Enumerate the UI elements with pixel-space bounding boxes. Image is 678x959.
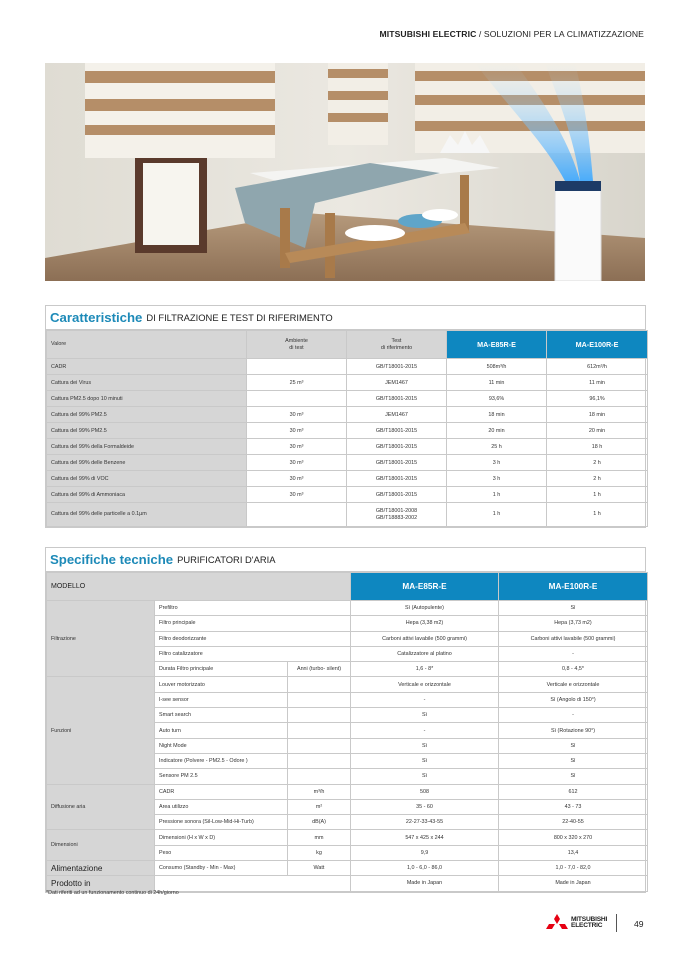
row-feature: Consumo (Standby - Min - Max) [155, 861, 288, 876]
cell-ambiente: 25 m³ [247, 375, 347, 391]
cell-model-1: - [351, 723, 499, 738]
cell-model-1: 547 x 425 x 244 [351, 830, 499, 845]
row-label: Cattura del 99% della Formaldeide [47, 439, 247, 455]
group-filtrazione: Filtrazione [47, 601, 155, 677]
group-dimensioni: Dimensioni [47, 830, 155, 861]
mitsubishi-logo [546, 914, 607, 932]
row-label: Cattura del 99% delle particelle a 0.1µm [47, 503, 247, 527]
row-feature: Filtro deodorizzante [155, 631, 351, 646]
specs-table [45, 547, 646, 893]
table-header-row [47, 331, 648, 359]
row-feature: Sensore PM 2.5 [155, 769, 288, 784]
cell-model-1: 3 h [447, 455, 547, 471]
cell-model-1: 25 h [447, 439, 547, 455]
cell-model-1: Made in Japan [351, 876, 499, 891]
cell-test: GB/T18001-2015 [347, 487, 447, 503]
cell-test: GB/T18001-2015 [347, 359, 447, 375]
row-feature: Filtro catalizzatore [155, 646, 351, 661]
row-unit: Anni (turbo- silent) [288, 662, 351, 677]
row-feature: Louver motorizzato [155, 677, 288, 692]
cell-model-2: 18 h [547, 439, 648, 455]
row-feature: Pressione sonora (Sil-Low-Mid-Hi-Turb) [155, 815, 288, 830]
specs-title-main: Specifiche tecniche [50, 552, 174, 567]
table-row [47, 503, 648, 527]
table-row [47, 876, 648, 891]
page-header [379, 29, 644, 39]
row-unit [288, 738, 351, 753]
cell-model-1: 1,0 - 6,0 - 86,0 [351, 861, 499, 876]
row-feature: Peso [155, 845, 288, 860]
header-separator: / [476, 29, 484, 39]
col-header-valore: Valore [47, 331, 247, 359]
cell-model-1: Sì [351, 753, 499, 768]
filtration-table-title [46, 306, 645, 330]
row-unit [288, 677, 351, 692]
cell-test: GB/T18001-2015 [347, 471, 447, 487]
logo-text: MITSUBISHI ELECTRIC [571, 915, 608, 929]
cell-model-2: 18 min [547, 407, 648, 423]
cell-model-1: Sì [351, 738, 499, 753]
table-row [47, 407, 648, 423]
row-unit [288, 692, 351, 707]
row-feature: CADR [155, 784, 288, 799]
cell-model-2: 43 - 73 [499, 799, 648, 814]
cell-model-2: 2 h [547, 471, 648, 487]
row-label: CADR [47, 359, 247, 375]
table-row [47, 423, 648, 439]
page-number: 49 [634, 919, 644, 929]
col-header-ambiente: Ambiente di test [247, 331, 347, 359]
table-header-row [47, 573, 648, 601]
cell-model-1: 1 h [447, 503, 547, 527]
header-brand: MITSUBISHI ELECTRIC [379, 29, 477, 39]
row-feature: Smart search [155, 708, 288, 723]
row-feature [155, 876, 351, 891]
row-label: Cattura del 99% PM2.5 [47, 423, 247, 439]
cell-model-2: - [499, 646, 648, 661]
row-label: Cattura del 99% PM2.5 [47, 407, 247, 423]
filtration-table [45, 305, 646, 528]
cell-model-2: 96,1% [547, 391, 648, 407]
cell-model-2: 800 x 320 x 270 [499, 830, 648, 845]
cell-model-2: 612 [499, 784, 648, 799]
cell-model-2: Sì [499, 769, 648, 784]
table-row [47, 471, 648, 487]
group-alimentazione: Alimentazione [47, 861, 155, 876]
table-row [47, 784, 648, 799]
cell-test: JEM1467 [347, 407, 447, 423]
cell-model-2: 0,8 - 4,5* [499, 662, 648, 677]
row-feature: Indicatore (Polvere - PM2.5 - Odore ) [155, 753, 288, 768]
row-unit: m³/h [288, 784, 351, 799]
row-unit: kg [288, 845, 351, 860]
table-row [47, 861, 648, 876]
row-label: Cattura dei Virus [47, 375, 247, 391]
row-unit: Watt [288, 861, 351, 876]
specs-table-title [46, 548, 645, 572]
cell-model-2: Sì [499, 738, 648, 753]
cell-test: GB/T18001-2015 [347, 391, 447, 407]
cell-model-1: 3 h [447, 471, 547, 487]
cell-test: GB/T18001-2015 [347, 455, 447, 471]
row-feature: Durata Filtro principale [155, 662, 288, 677]
row-unit: m² [288, 799, 351, 814]
hero-photo [45, 63, 645, 281]
cell-test: GB/T18001-2015 [347, 423, 447, 439]
table-row [47, 601, 648, 616]
table-row [47, 455, 648, 471]
row-unit [288, 708, 351, 723]
row-feature: Area utilizzo [155, 799, 288, 814]
row-feature: Filtro principale [155, 616, 351, 631]
cell-model-2: - [499, 708, 648, 723]
cell-model-1: 1,6 - 8* [351, 662, 499, 677]
cell-model-2: 1,0 - 7,0 - 82,0 [499, 861, 648, 876]
cell-model-1: 1 h [447, 487, 547, 503]
cell-model-2: Verticale e orizzontale [499, 677, 648, 692]
cell-ambiente: 30 m³ [247, 439, 347, 455]
row-unit [288, 753, 351, 768]
cell-model-2: Hepa (3,73 m2) [499, 616, 648, 631]
cell-ambiente: 30 m³ [247, 407, 347, 423]
three-diamonds-icon [546, 914, 568, 932]
cell-model-2: Sì (Rotazione 90°) [499, 723, 648, 738]
cell-model-1: Carboni attivi lavabile (500 grammi) [351, 631, 499, 646]
cell-ambiente [247, 391, 347, 407]
row-unit [288, 723, 351, 738]
col-header-model-1: MA-E85R-E [351, 573, 499, 601]
cell-model-2: 13,4 [499, 845, 648, 860]
cell-model-2: Sì [499, 753, 648, 768]
cell-model-2: Made in Japan [499, 876, 648, 891]
cell-model-1: 93,6% [447, 391, 547, 407]
cell-model-2: 1 h [547, 487, 648, 503]
group-funzioni: Funzioni [47, 677, 155, 784]
cell-ambiente: 30 m³ [247, 487, 347, 503]
col-header-model-2: MA-E100R-E [547, 331, 648, 359]
specs-title-sub: PURIFICATORI D'ARIA [177, 554, 276, 565]
table-row [47, 439, 648, 455]
row-feature: I-see sensor [155, 692, 288, 707]
cell-model-1: 35 - 60 [351, 799, 499, 814]
row-label: Cattura del 99% delle Benzene [47, 455, 247, 471]
cell-model-1: - [351, 692, 499, 707]
row-unit: dB(A) [288, 815, 351, 830]
cell-model-1: 11 min [447, 375, 547, 391]
cell-model-2: 11 min [547, 375, 648, 391]
cell-model-2: 20 min [547, 423, 648, 439]
cell-test: JEM1467 [347, 375, 447, 391]
table-row [47, 830, 648, 845]
cell-model-2: 1 h [547, 503, 648, 527]
cell-model-1: 20 min [447, 423, 547, 439]
table-row [47, 375, 648, 391]
cell-test: GB/T18001-2008 GB/T18883-2002 [347, 503, 447, 527]
cell-model-1: 9,9 [351, 845, 499, 860]
row-label: Cattura del 99% di Ammoniaca [47, 487, 247, 503]
group-diffusione-aria: Diffusione aria [47, 784, 155, 830]
group-prodotto-in: Prodotto in [47, 876, 155, 891]
cell-model-1: 22-27-33-43-55 [351, 815, 499, 830]
row-feature: Night Mode [155, 738, 288, 753]
footer-divider [616, 914, 617, 932]
cell-ambiente [247, 359, 347, 375]
photo-icon [45, 63, 645, 281]
col-header-test: Test di riferimento [347, 331, 447, 359]
filtration-title-sub: DI FILTRAZIONE E TEST DI RIFERIMENTO [146, 312, 333, 323]
row-unit: mm [288, 830, 351, 845]
header-section: SOLUZIONI PER LA CLIMATIZZAZIONE [483, 29, 644, 39]
cell-model-1: 508 [351, 784, 499, 799]
table-row [47, 359, 648, 375]
col-header-modello: MODELLO [47, 573, 351, 601]
cell-model-1: Sì [351, 708, 499, 723]
cell-model-2: 2 h [547, 455, 648, 471]
cell-test: GB/T18001-2015 [347, 439, 447, 455]
cell-ambiente: 30 m³ [247, 423, 347, 439]
col-header-model-2: MA-E100R-E [499, 573, 648, 601]
table-row [47, 487, 648, 503]
cell-model-1: Hepa (3,38 m2) [351, 616, 499, 631]
cell-model-1: 508m³/h [447, 359, 547, 375]
cell-ambiente: 30 m³ [247, 471, 347, 487]
cell-model-1: Catalizzatore al platino [351, 646, 499, 661]
row-unit [288, 769, 351, 784]
cell-model-2: Sì (Angolo di 150°) [499, 692, 648, 707]
cell-model-1: 18 min [447, 407, 547, 423]
col-header-model-1: MA-E85R-E [447, 331, 547, 359]
row-label: Cattura del 99% di VOC [47, 471, 247, 487]
cell-model-2: 612m³/h [547, 359, 648, 375]
cell-model-2: Sì [499, 601, 648, 616]
cell-model-1: Sì [351, 769, 499, 784]
row-feature: Auto turn [155, 723, 288, 738]
row-feature: Prefiltro [155, 601, 351, 616]
filtration-title-main: Caratteristiche [50, 310, 143, 325]
footnote: *Dati riferiti ad un funzionamento continuo di 24h/giorno [46, 890, 179, 896]
cell-ambiente [247, 503, 347, 527]
cell-model-2: 22-40-55 [499, 815, 648, 830]
cell-model-1: Sì (Autopulente) [351, 601, 499, 616]
row-feature: Dimensioni (H x W x D) [155, 830, 288, 845]
table-row [47, 677, 648, 692]
row-label: Cattura PM2.5 dopo 10 minuti [47, 391, 247, 407]
cell-model-1: Verticale e orizzontale [351, 677, 499, 692]
cell-ambiente: 30 m³ [247, 455, 347, 471]
table-row [47, 391, 648, 407]
cell-model-2: Carboni attivi lavabile (500 grammi) [499, 631, 648, 646]
